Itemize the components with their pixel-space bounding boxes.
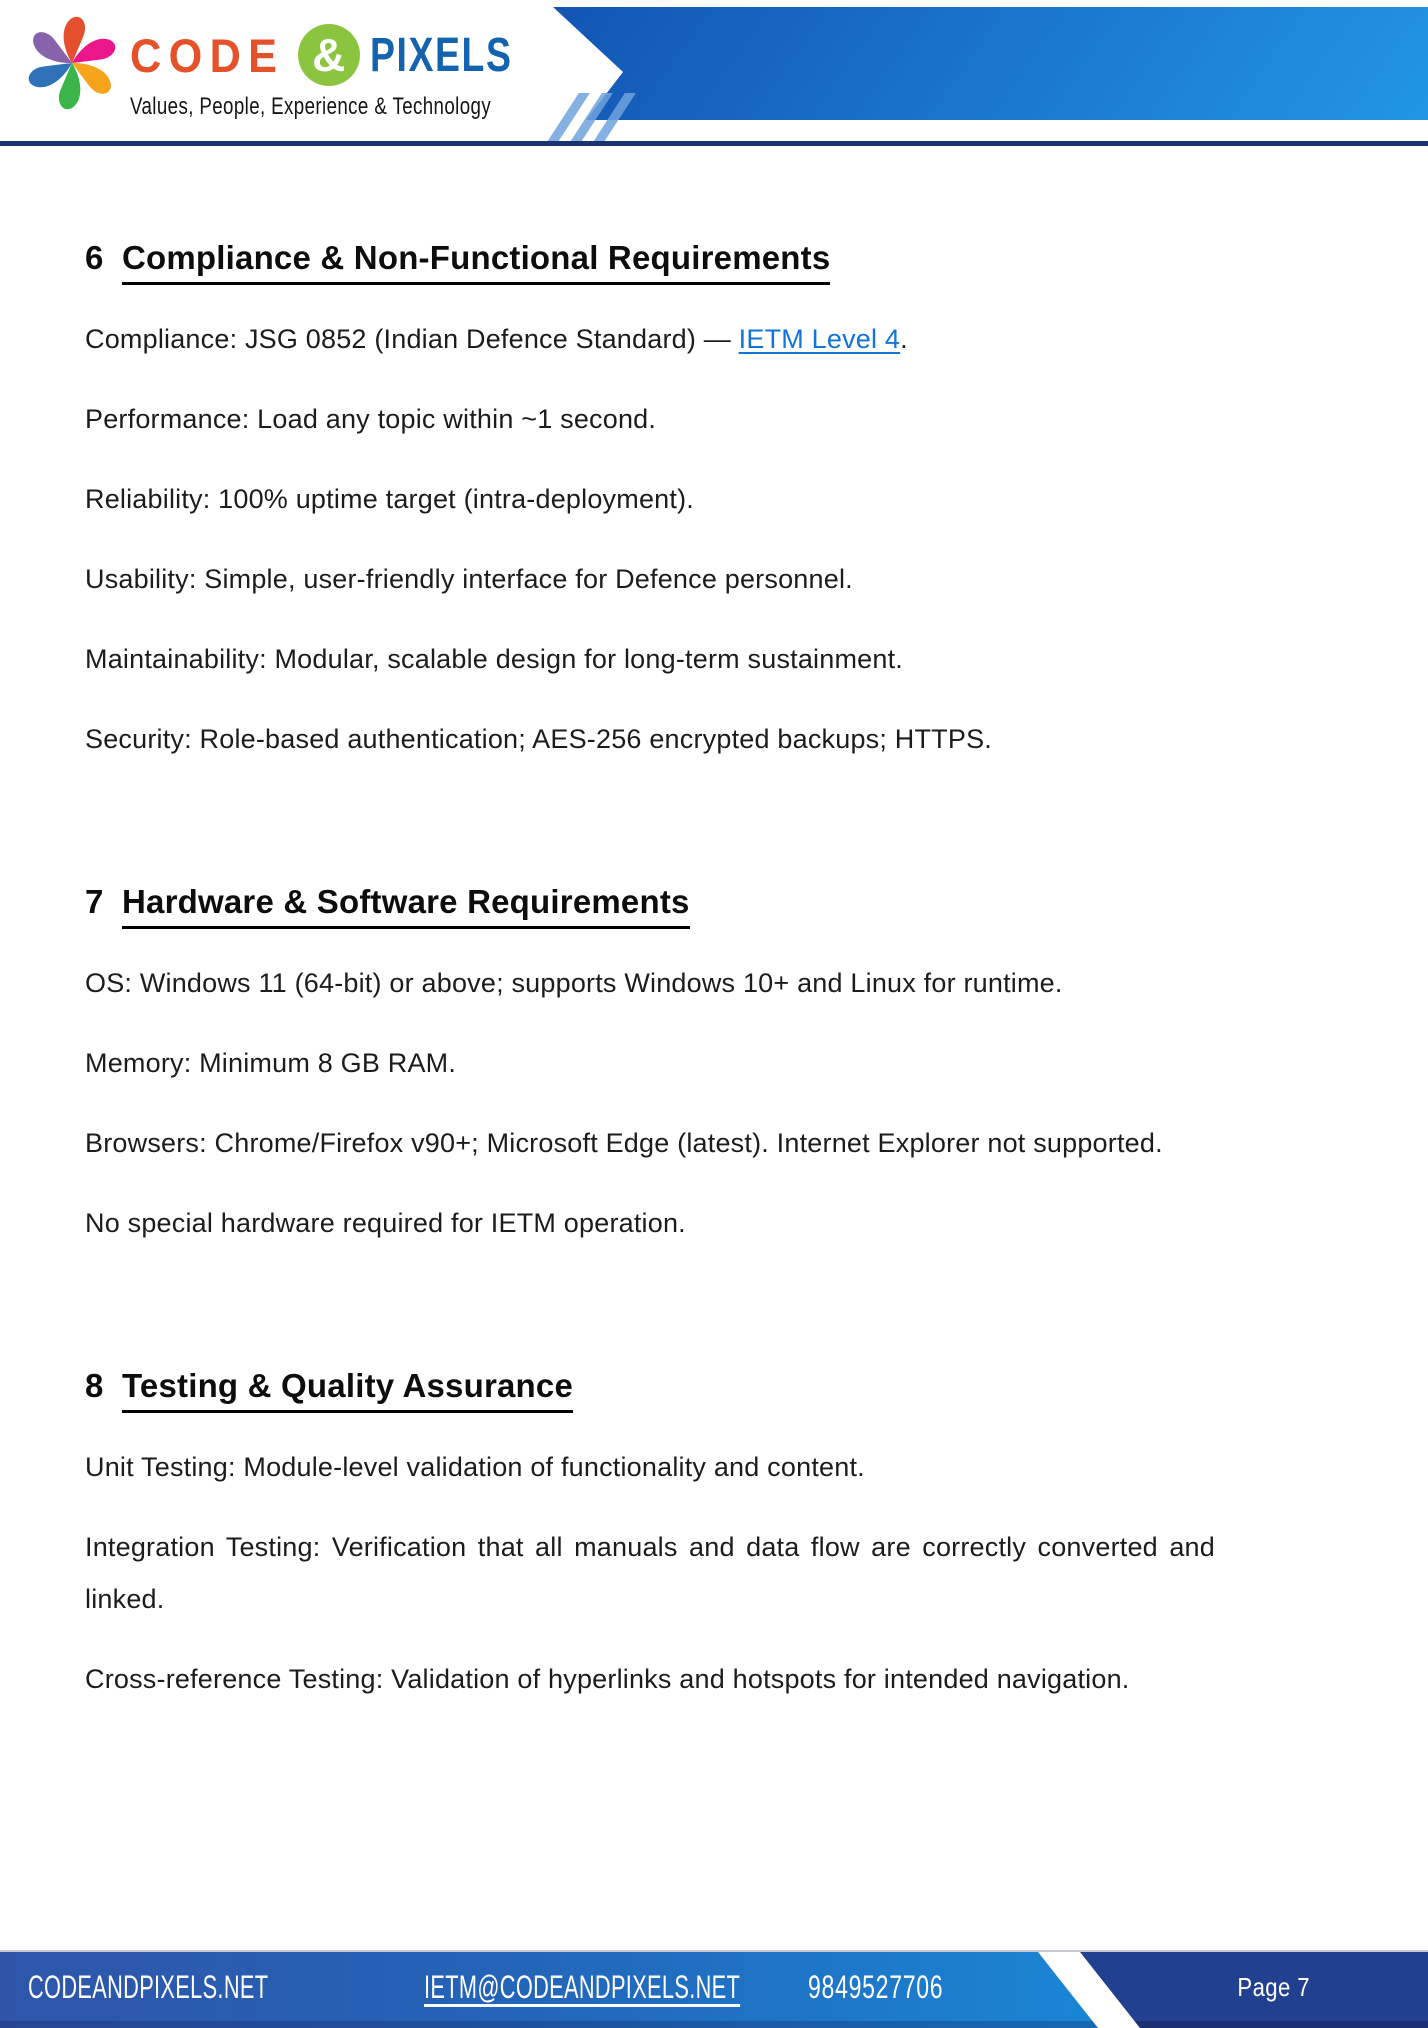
section-heading-hardware xyxy=(85,883,1215,929)
section-number: 8 xyxy=(85,1367,104,1404)
paragraph-browsers: Browsers: Chrome/Firefox v90+; Microsoft Edge (latest). Internet Explorer not supported. xyxy=(85,1128,1163,1158)
logo-ampersand-badge xyxy=(298,24,360,86)
pinwheel-logo-icon xyxy=(20,8,124,118)
footer-phone: 9849527706 xyxy=(808,1968,944,2005)
logo-text-block xyxy=(130,8,593,121)
paragraph-integration-testing: Integration Testing: Verification that all manuals and data flow are correctly converted and linked. xyxy=(85,1532,1215,1614)
paragraph-reliability: Reliability: 100% uptime target (intra-deployment). xyxy=(85,484,694,514)
footer-content xyxy=(0,1952,1040,2022)
paragraph-compliance xyxy=(85,313,1215,365)
page-number xyxy=(1160,1952,1388,2022)
logo-code-text: CODE xyxy=(130,28,285,82)
section-number: 6 xyxy=(85,239,104,276)
compliance-text-prefix: Compliance: JSG 0852 (Indian Defence Standard) — xyxy=(85,324,739,354)
paragraph-memory: Memory: Minimum 8 GB RAM. xyxy=(85,1048,457,1078)
section-title: Compliance & Non-Functional Requirements xyxy=(122,239,830,285)
page-header xyxy=(0,0,1428,147)
logo-pixels-text: PIXELS xyxy=(369,28,513,82)
paragraph-usability: Usability: Simple, user-friendly interface for Defence personnel. xyxy=(85,564,853,594)
paragraph-performance: Performance: Load any topic within ~1 second. xyxy=(85,404,657,434)
section-title: Hardware & Software Requirements xyxy=(122,883,690,929)
paragraph-no-special-hardware: No special hardware required for IETM operation. xyxy=(85,1208,686,1238)
paragraph-maintainability: Maintainability: Modular, scalable design for long-term sustainment. xyxy=(85,644,903,674)
compliance-text-suffix: . xyxy=(900,324,908,354)
company-logo xyxy=(20,8,593,121)
brand-row xyxy=(130,24,593,86)
section-number: 7 xyxy=(85,883,104,920)
page-footer xyxy=(0,1950,1428,2028)
footer-website: CODEANDPIXELS.NET xyxy=(28,1968,269,2005)
document-content xyxy=(85,147,1215,1733)
page-number-label: Page 7 xyxy=(1237,1971,1311,2002)
section-heading-testing xyxy=(85,1367,1215,1413)
paragraph-os: OS: Windows 11 (64-bit) or above; supports Windows 10+ and Linux for runtime. xyxy=(85,968,1063,998)
logo-ampersand-text: & xyxy=(312,29,346,81)
paragraph-security: Security: Role-based authentication; AES-256 encrypted backups; HTTPS. xyxy=(85,724,992,754)
footer-contact-group xyxy=(424,1968,944,2006)
paragraph-unit-testing: Unit Testing: Module-level validation of functionality and content. xyxy=(85,1452,865,1482)
section-heading-compliance xyxy=(85,239,1215,285)
section-title: Testing & Quality Assurance xyxy=(122,1367,573,1413)
header-divider-line xyxy=(0,141,1428,146)
logo-tagline: Values, People, Experience & Technology xyxy=(130,93,492,120)
footer-email-link[interactable]: IETM@CODEANDPIXELS.NET xyxy=(424,1968,741,2005)
ietm-level-4-link[interactable]: IETM Level 4 xyxy=(738,324,901,354)
paragraph-crossref-testing: Cross-reference Testing: Validation of hyperlinks and hotspots for intended navigation. xyxy=(85,1664,1130,1694)
